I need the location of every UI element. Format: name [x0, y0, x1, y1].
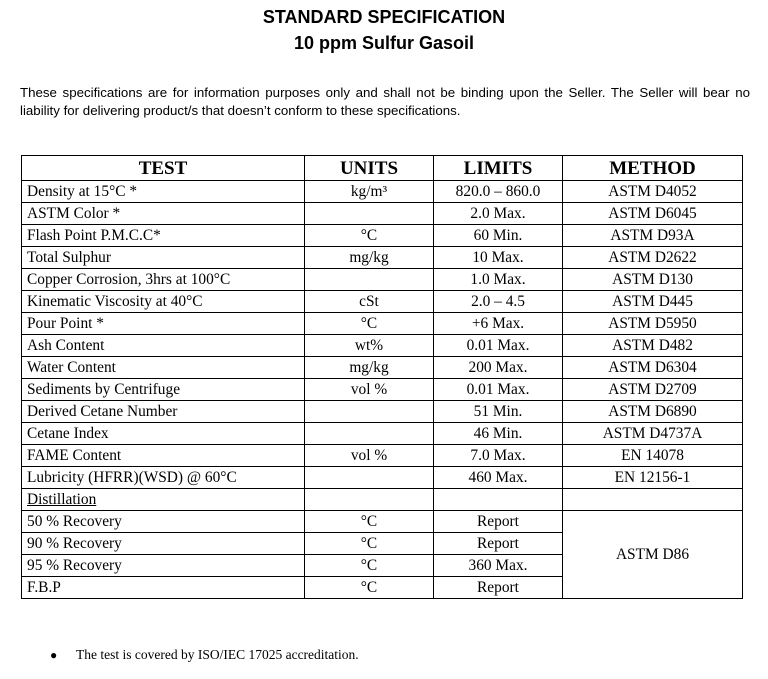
header-units: UNITS: [305, 156, 434, 181]
limits-cell: Report: [434, 577, 563, 599]
table-row: [22, 379, 743, 401]
test-cell: Copper Corrosion, 3hrs at 100°C: [22, 269, 305, 291]
table-row: [22, 445, 743, 467]
limits-cell: 460 Max.: [434, 467, 563, 489]
test-cell: Lubricity (HFRR)(WSD) @ 60°C: [22, 467, 305, 489]
table-row: [22, 181, 743, 203]
limits-cell: 2.0 Max.: [434, 203, 563, 225]
units-cell: vol %: [305, 379, 434, 401]
distillation-heading-row: [22, 489, 743, 511]
units-cell: °C: [305, 533, 434, 555]
limits-cell: Report: [434, 511, 563, 533]
units-cell: °C: [305, 555, 434, 577]
units-cell: °C: [305, 511, 434, 533]
test-cell: Total Sulphur: [22, 247, 305, 269]
method-cell: EN 14078: [563, 445, 743, 467]
limits-cell: +6 Max.: [434, 313, 563, 335]
method-cell: ASTM D93A: [563, 225, 743, 247]
method-cell: ASTM D2622: [563, 247, 743, 269]
distillation-label: [22, 489, 305, 511]
table-row: [22, 247, 743, 269]
units-cell: kg/m³: [305, 181, 434, 203]
limits-cell: 360 Max.: [434, 555, 563, 577]
limits-cell: 820.0 – 860.0: [434, 181, 563, 203]
units-cell: [305, 489, 434, 511]
test-cell: 95 % Recovery: [22, 555, 305, 577]
units-cell: °C: [305, 577, 434, 599]
table-row: [22, 467, 743, 489]
units-cell: wt%: [305, 335, 434, 357]
table-header-row: [22, 156, 743, 181]
header-test: TEST: [22, 156, 305, 181]
disclaimer-text: These specifications are for information purposes only and shall not be binding upon the Seller. The Seller will bear no liability for delivering product/s that doesn’t conform to these specifications.: [20, 85, 750, 118]
method-cell: ASTM D5950: [563, 313, 743, 335]
limits-cell: 1.0 Max.: [434, 269, 563, 291]
units-cell: mg/kg: [305, 357, 434, 379]
units-cell: mg/kg: [305, 247, 434, 269]
units-cell: vol %: [305, 445, 434, 467]
method-cell: ASTM D4052: [563, 181, 743, 203]
test-cell: Cetane Index: [22, 423, 305, 445]
accreditation-note: [50, 646, 359, 664]
method-cell: ASTM D6304: [563, 357, 743, 379]
method-cell: ASTM D6890: [563, 401, 743, 423]
test-cell: Flash Point P.M.C.C*: [22, 225, 305, 247]
accreditation-note-text: The test is covered by ISO/IEC 17025 accreditation.: [76, 647, 359, 662]
header-limits: LIMITS: [434, 156, 563, 181]
bullet-icon: ●: [50, 648, 58, 662]
table-row: [22, 511, 743, 533]
method-cell: ASTM D445: [563, 291, 743, 313]
method-cell: ASTM D4737A: [563, 423, 743, 445]
test-cell: F.B.P: [22, 577, 305, 599]
units-cell: cSt: [305, 291, 434, 313]
distillation-method-cell: ASTM D86: [563, 511, 743, 599]
method-cell: [563, 489, 743, 511]
distillation-label-text: Distillation: [27, 491, 97, 508]
table-row: [22, 423, 743, 445]
test-cell: Pour Point *: [22, 313, 305, 335]
limits-cell: [434, 489, 563, 511]
table-row: [22, 335, 743, 357]
header-method: METHOD: [563, 156, 743, 181]
limits-cell: 0.01 Max.: [434, 379, 563, 401]
units-cell: °C: [305, 225, 434, 247]
method-cell: ASTM D482: [563, 335, 743, 357]
test-cell: 90 % Recovery: [22, 533, 305, 555]
limits-cell: 200 Max.: [434, 357, 563, 379]
test-cell: Sediments by Centrifuge: [22, 379, 305, 401]
test-cell: Density at 15°C *: [22, 181, 305, 203]
test-cell: ASTM Color *: [22, 203, 305, 225]
limits-cell: 60 Min.: [434, 225, 563, 247]
table-row: [22, 401, 743, 423]
limits-cell: 10 Max.: [434, 247, 563, 269]
test-cell: Derived Cetane Number: [22, 401, 305, 423]
document-subtitle: 10 ppm Sulfur Gasoil: [293, 33, 475, 53]
limits-cell: 0.01 Max.: [434, 335, 563, 357]
units-cell: [305, 401, 434, 423]
table-row: [22, 225, 743, 247]
limits-cell: 7.0 Max.: [434, 445, 563, 467]
table-row: [22, 291, 743, 313]
units-cell: °C: [305, 313, 434, 335]
document-title: STANDARD SPECIFICATION: [262, 7, 506, 27]
test-cell: 50 % Recovery: [22, 511, 305, 533]
test-cell: Ash Content: [22, 335, 305, 357]
table-row: [22, 313, 743, 335]
limits-cell: Report: [434, 533, 563, 555]
units-cell: [305, 203, 434, 225]
specification-table: [21, 155, 743, 599]
method-cell: EN 12156-1: [563, 467, 743, 489]
table-row: [22, 357, 743, 379]
test-cell: Kinematic Viscosity at 40°C: [22, 291, 305, 313]
method-cell: ASTM D2709: [563, 379, 743, 401]
method-cell: ASTM D130: [563, 269, 743, 291]
limits-cell: 46 Min.: [434, 423, 563, 445]
limits-cell: 51 Min.: [434, 401, 563, 423]
limits-cell: 2.0 – 4.5: [434, 291, 563, 313]
units-cell: [305, 269, 434, 291]
test-cell: Water Content: [22, 357, 305, 379]
method-cell: ASTM D6045: [563, 203, 743, 225]
table-row: [22, 203, 743, 225]
units-cell: [305, 467, 434, 489]
units-cell: [305, 423, 434, 445]
test-cell: FAME Content: [22, 445, 305, 467]
table-row: [22, 269, 743, 291]
